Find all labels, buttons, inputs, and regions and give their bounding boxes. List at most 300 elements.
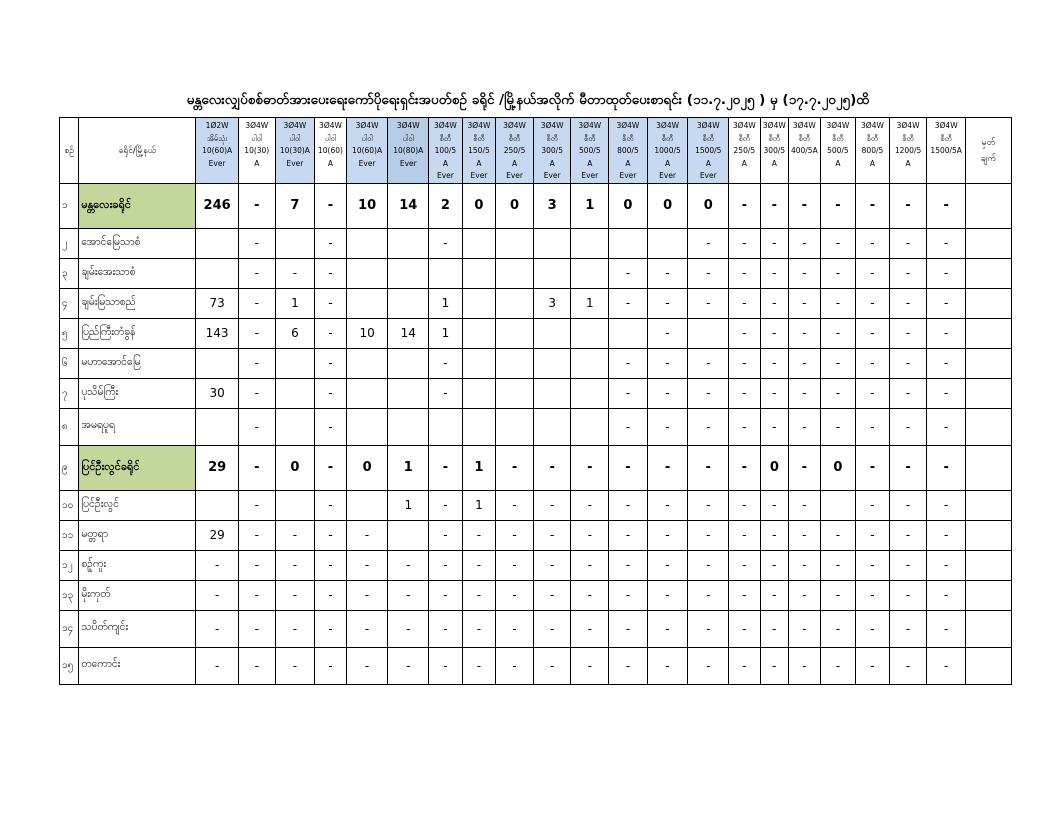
header-meter-line: 10(60) bbox=[318, 146, 343, 156]
meter-count-cell: - bbox=[429, 647, 463, 684]
header-meter-line: A bbox=[705, 158, 711, 168]
meter-count-cell: - bbox=[533, 445, 571, 490]
meter-count-cell: - bbox=[315, 408, 347, 445]
header-meter-line: စီတီ bbox=[622, 133, 634, 143]
meter-count-cell: - bbox=[571, 610, 609, 647]
township-name: စဉ့်ကူး bbox=[79, 550, 196, 580]
meter-count-cell bbox=[462, 318, 496, 348]
header-meter-line: 3Ø4W bbox=[503, 121, 526, 130]
meter-count-cell: - bbox=[820, 408, 856, 445]
header-meter-line: စီတီ bbox=[798, 133, 811, 143]
meter-count-cell: - bbox=[315, 318, 347, 348]
header-meter-line bbox=[388, 170, 428, 183]
meter-count-cell: - bbox=[238, 318, 275, 348]
township-name: မဟာအောင်မြေ bbox=[79, 348, 196, 378]
meter-count-cell: - bbox=[388, 610, 429, 647]
header-meter-line: 1000/5 bbox=[654, 146, 681, 156]
meter-count-cell: - bbox=[789, 348, 821, 378]
meter-count-cell: - bbox=[238, 258, 275, 288]
meter-count-cell: - bbox=[196, 610, 239, 647]
meter-count-cell: - bbox=[760, 183, 788, 228]
meter-count-cell: - bbox=[856, 490, 890, 520]
meter-count-cell: - bbox=[760, 348, 788, 378]
township-row bbox=[60, 550, 1012, 580]
meter-count-cell: - bbox=[688, 258, 729, 288]
meter-count-cell: - bbox=[760, 288, 788, 318]
meter-count-cell: - bbox=[609, 580, 648, 610]
meter-count-cell bbox=[533, 408, 571, 445]
header-meter-line: စီတီ bbox=[473, 133, 485, 143]
meter-count-cell: 29 bbox=[196, 445, 239, 490]
row-number: ၈ bbox=[60, 408, 79, 445]
meter-count-cell: - bbox=[760, 408, 788, 445]
meter-count-cell: - bbox=[315, 258, 347, 288]
meter-count-cell: - bbox=[346, 550, 388, 580]
meter-count-cell: - bbox=[856, 318, 890, 348]
meter-count-cell: - bbox=[647, 520, 688, 550]
meter-count-cell bbox=[196, 348, 239, 378]
remark-cell bbox=[966, 318, 1012, 348]
meter-count-cell: - bbox=[647, 348, 688, 378]
meter-count-cell: - bbox=[533, 520, 571, 550]
header-meter-line: Ever bbox=[208, 158, 226, 168]
meter-count-cell bbox=[388, 348, 429, 378]
header-meter-line bbox=[761, 170, 788, 183]
meter-count-cell: - bbox=[238, 490, 275, 520]
meter-count-cell: - bbox=[760, 647, 788, 684]
header-meter-line: စီတီ bbox=[661, 133, 674, 143]
header-meter-line: 3Ø4W bbox=[616, 121, 640, 130]
meter-count-cell: - bbox=[388, 580, 429, 610]
meter-count-cell bbox=[571, 348, 609, 378]
meter-count-cell: - bbox=[238, 228, 275, 258]
header-meter-line: စီတီ bbox=[832, 133, 844, 143]
header-meter-col bbox=[533, 118, 571, 184]
header-no: စဉ် bbox=[60, 118, 79, 184]
meter-count-cell: - bbox=[856, 288, 890, 318]
meter-count-cell: - bbox=[275, 580, 315, 610]
row-number: ၁၀ bbox=[60, 490, 79, 520]
meter-count-cell bbox=[388, 228, 429, 258]
header-meter-line: Ever bbox=[659, 171, 677, 181]
meter-count-cell: 143 bbox=[196, 318, 239, 348]
meter-count-cell: - bbox=[315, 378, 347, 408]
meter-count-cell: - bbox=[820, 318, 856, 348]
meter-count-cell: - bbox=[571, 580, 609, 610]
township-row bbox=[60, 318, 1012, 348]
header-meter-line: ပါဝါ bbox=[361, 133, 373, 143]
meter-count-cell: 10 bbox=[346, 318, 388, 348]
header-remark-line: မှတ် bbox=[981, 138, 996, 149]
meter-count-cell: - bbox=[688, 580, 729, 610]
header-meter-col bbox=[571, 118, 609, 184]
meter-count-cell: - bbox=[760, 258, 788, 288]
header-meter-col bbox=[275, 118, 315, 184]
meter-count-cell bbox=[496, 408, 534, 445]
meter-count-cell: - bbox=[647, 550, 688, 580]
header-meter-line bbox=[239, 170, 275, 183]
meter-count-cell: - bbox=[429, 445, 463, 490]
meter-count-cell: - bbox=[820, 520, 856, 550]
meter-count-cell: - bbox=[889, 647, 927, 684]
meter-count-cell: - bbox=[856, 580, 890, 610]
header-meter-line: 3Ø4W bbox=[540, 121, 564, 130]
header-meter-line: စီတီ bbox=[584, 133, 596, 143]
meter-count-cell: - bbox=[789, 288, 821, 318]
header-meter-line: A bbox=[587, 158, 593, 168]
meter-count-cell: 0 bbox=[609, 183, 648, 228]
meter-count-cell: - bbox=[238, 408, 275, 445]
header-meter-line: 1Ø2W bbox=[205, 121, 229, 130]
meter-count-cell: - bbox=[496, 490, 534, 520]
header-meter-line bbox=[890, 170, 927, 183]
header-meter-line: A bbox=[665, 158, 671, 168]
meter-count-cell: 73 bbox=[196, 288, 239, 318]
header-remark-line: ချက် bbox=[980, 154, 997, 165]
header-meter-line: စီတီ bbox=[702, 133, 715, 143]
township-row bbox=[60, 228, 1012, 258]
header-meter-line: 3Ø4W bbox=[861, 121, 884, 130]
meter-count-cell: - bbox=[889, 580, 927, 610]
header-meter-line: Ever bbox=[619, 171, 637, 181]
meter-count-cell: - bbox=[688, 348, 729, 378]
meter-count-cell: - bbox=[275, 258, 315, 288]
meter-count-cell: - bbox=[647, 378, 688, 408]
meter-count-cell bbox=[647, 228, 688, 258]
meter-count-cell: - bbox=[760, 580, 788, 610]
meter-count-cell: 0 bbox=[275, 445, 315, 490]
meter-count-cell: - bbox=[315, 550, 347, 580]
meter-count-cell bbox=[388, 258, 429, 288]
header-meter-line bbox=[927, 170, 965, 183]
meter-count-cell: 0 bbox=[496, 183, 534, 228]
header-meter-line: 3Ø4W bbox=[467, 121, 491, 130]
header-meter-line bbox=[729, 170, 760, 183]
meter-count-cell bbox=[462, 228, 496, 258]
meter-count-cell: - bbox=[647, 258, 688, 288]
township-name: မတ္တရာ bbox=[79, 520, 196, 550]
header-meter-line: 500/5 bbox=[827, 146, 849, 156]
meter-count-cell bbox=[496, 378, 534, 408]
meter-count-cell: - bbox=[789, 378, 821, 408]
meter-count-cell: - bbox=[688, 550, 729, 580]
header-meter-line: Ever bbox=[581, 171, 599, 181]
meter-count-cell: - bbox=[927, 228, 966, 258]
header-meter-col bbox=[820, 118, 856, 184]
row-number: ၁၁ bbox=[60, 520, 79, 550]
header-meter-line: 3Ø4W bbox=[396, 121, 420, 130]
header-meter-line: 250/5 bbox=[503, 146, 526, 156]
row-number: ၁၂ bbox=[60, 550, 79, 580]
meter-count-cell: - bbox=[729, 647, 761, 684]
meter-count-cell bbox=[196, 258, 239, 288]
meter-count-cell: - bbox=[856, 647, 890, 684]
header-meter-line bbox=[315, 170, 346, 183]
meter-count-cell: - bbox=[238, 445, 275, 490]
meter-count-cell: 0 bbox=[760, 445, 788, 490]
meter-count-cell: - bbox=[820, 580, 856, 610]
meter-count-cell bbox=[462, 378, 496, 408]
meter-count-cell: - bbox=[789, 318, 821, 348]
header-meter-line: စီတီ bbox=[940, 133, 952, 143]
meter-count-cell: - bbox=[820, 550, 856, 580]
header-meter-line: 10(30) bbox=[244, 146, 270, 156]
meter-count-cell: - bbox=[760, 550, 788, 580]
meter-count-cell: - bbox=[927, 520, 966, 550]
header-meter-line: 10(80)A bbox=[393, 146, 424, 156]
district-row bbox=[60, 445, 1012, 490]
header-meter-col bbox=[388, 118, 429, 184]
meter-count-cell: - bbox=[688, 408, 729, 445]
meter-count-cell: - bbox=[647, 610, 688, 647]
meter-count-cell: - bbox=[609, 550, 648, 580]
remark-cell bbox=[966, 490, 1012, 520]
meter-count-cell: 30 bbox=[196, 378, 239, 408]
township-row bbox=[60, 610, 1012, 647]
meter-count-cell: 29 bbox=[196, 520, 239, 550]
remark-cell bbox=[966, 258, 1012, 288]
meter-count-cell bbox=[533, 228, 571, 258]
meter-count-cell: - bbox=[647, 647, 688, 684]
meter-count-cell: - bbox=[729, 318, 761, 348]
header-meter-line: 3Ø4W bbox=[696, 121, 720, 130]
meter-count-cell: 1 bbox=[462, 490, 496, 520]
meter-count-cell bbox=[388, 520, 429, 550]
meter-count-cell: - bbox=[927, 647, 966, 684]
row-number: ၁၃ bbox=[60, 580, 79, 610]
header-meter-line: Ever bbox=[506, 171, 523, 181]
meter-count-cell: 0 bbox=[346, 445, 388, 490]
remark-cell bbox=[966, 580, 1012, 610]
header-meter-line: 10(60)A bbox=[352, 146, 383, 156]
township-name: အောင်မြေသာစံ bbox=[79, 228, 196, 258]
meter-count-cell: - bbox=[647, 490, 688, 520]
meter-count-cell: - bbox=[820, 288, 856, 318]
meter-count-cell: 6 bbox=[275, 318, 315, 348]
meter-count-cell bbox=[496, 228, 534, 258]
meter-count-cell: - bbox=[315, 580, 347, 610]
header-meter-col bbox=[609, 118, 648, 184]
meter-count-cell: - bbox=[789, 520, 821, 550]
meter-count-cell: 1 bbox=[275, 288, 315, 318]
township-name: အမရပူရ bbox=[79, 408, 196, 445]
header-meter-line: 1500/5 bbox=[695, 146, 722, 156]
meter-count-cell: - bbox=[889, 318, 927, 348]
meter-count-cell: - bbox=[688, 228, 729, 258]
meter-count-cell: - bbox=[462, 550, 496, 580]
township-name: မိုးကုတ် bbox=[79, 580, 196, 610]
header-meter-col bbox=[789, 118, 821, 184]
meter-count-cell: - bbox=[856, 258, 890, 288]
meter-count-cell bbox=[275, 408, 315, 445]
meter-count-cell: - bbox=[760, 318, 788, 348]
row-number: ၁၅ bbox=[60, 647, 79, 684]
meter-count-cell: 1 bbox=[388, 490, 429, 520]
meter-count-cell: - bbox=[238, 520, 275, 550]
remark-cell bbox=[966, 520, 1012, 550]
township-row bbox=[60, 378, 1012, 408]
meter-count-cell: - bbox=[429, 580, 463, 610]
meter-count-cell bbox=[609, 318, 648, 348]
district-row bbox=[60, 183, 1012, 228]
meter-count-cell: - bbox=[729, 520, 761, 550]
meter-count-cell bbox=[571, 318, 609, 348]
meter-count-cell: 10 bbox=[346, 183, 388, 228]
meter-count-cell: - bbox=[729, 408, 761, 445]
meter-count-cell bbox=[346, 378, 388, 408]
meter-count-cell: - bbox=[315, 520, 347, 550]
meter-count-cell: - bbox=[927, 445, 966, 490]
meter-count-cell: - bbox=[609, 520, 648, 550]
meter-count-cell: - bbox=[856, 183, 890, 228]
township-name: တကောင်း bbox=[79, 647, 196, 684]
meter-count-cell: - bbox=[462, 580, 496, 610]
header-meter-line: 3Ø4W bbox=[762, 121, 786, 130]
meter-count-cell: - bbox=[927, 580, 966, 610]
meter-count-cell: - bbox=[647, 408, 688, 445]
meter-count-cell: - bbox=[346, 520, 388, 550]
header-meter-line: A bbox=[476, 158, 482, 168]
meter-count-cell: 14 bbox=[388, 183, 429, 228]
meter-count-cell: - bbox=[609, 378, 648, 408]
header-meter-line: 3Ø4W bbox=[732, 121, 756, 130]
meter-count-cell: - bbox=[275, 610, 315, 647]
meter-count-cell: - bbox=[346, 580, 388, 610]
header-meter-line bbox=[927, 158, 965, 171]
meter-count-cell: - bbox=[856, 228, 890, 258]
meter-count-cell: - bbox=[388, 550, 429, 580]
meter-count-cell: - bbox=[496, 520, 534, 550]
meter-count-cell: - bbox=[927, 610, 966, 647]
meter-count-cell bbox=[388, 288, 429, 318]
meter-count-cell: - bbox=[275, 647, 315, 684]
header-meter-line: 300/5 bbox=[541, 146, 563, 156]
meter-count-cell: 246 bbox=[196, 183, 239, 228]
meter-count-cell: - bbox=[856, 550, 890, 580]
meter-count-cell: 2 bbox=[429, 183, 463, 228]
row-number: ၁ bbox=[60, 183, 79, 228]
meter-count-cell bbox=[346, 228, 388, 258]
meter-count-cell: - bbox=[688, 647, 729, 684]
meter-count-cell bbox=[275, 348, 315, 378]
meter-count-cell: - bbox=[346, 647, 388, 684]
header-meter-line: 400/5A bbox=[790, 146, 818, 156]
row-number: ၆ bbox=[60, 348, 79, 378]
header-meter-line: A bbox=[869, 158, 876, 168]
meter-count-cell: - bbox=[533, 647, 571, 684]
township-name: ပြင်ဦးလွင် bbox=[79, 490, 196, 520]
meter-count-cell: - bbox=[729, 445, 761, 490]
meter-count-cell: - bbox=[856, 348, 890, 378]
header-meter-col bbox=[760, 118, 788, 184]
meter-count-cell: - bbox=[571, 490, 609, 520]
header-meter-line: 800/5 bbox=[617, 146, 639, 156]
header-meter-line: 3Ø4W bbox=[283, 121, 307, 130]
remark-cell bbox=[966, 378, 1012, 408]
meter-count-cell: - bbox=[688, 520, 729, 550]
township-row bbox=[60, 258, 1012, 288]
header-meter-line: A bbox=[549, 158, 555, 168]
meter-count-cell: - bbox=[856, 520, 890, 550]
meter-count-cell: - bbox=[609, 490, 648, 520]
meter-count-cell: - bbox=[927, 318, 966, 348]
meter-count-cell: - bbox=[729, 183, 761, 228]
meter-count-cell: - bbox=[647, 318, 688, 348]
meter-count-cell: - bbox=[889, 490, 927, 520]
meter-count-cell: - bbox=[571, 445, 609, 490]
header-meter-line bbox=[821, 170, 856, 183]
meter-count-cell: - bbox=[729, 288, 761, 318]
row-number: ၅ bbox=[60, 318, 79, 348]
meter-count-cell: 14 bbox=[388, 318, 429, 348]
meter-count-cell: - bbox=[462, 520, 496, 550]
meter-count-cell: - bbox=[275, 550, 315, 580]
header-meter-line: 3Ø4W bbox=[355, 121, 379, 130]
meter-count-cell: - bbox=[609, 445, 648, 490]
meter-count-cell bbox=[429, 408, 463, 445]
remark-cell bbox=[966, 550, 1012, 580]
meter-count-cell bbox=[533, 318, 571, 348]
header-meter-line: Ever bbox=[358, 158, 376, 168]
meter-count-cell: - bbox=[789, 490, 821, 520]
meter-count-cell: - bbox=[315, 490, 347, 520]
meter-count-cell bbox=[462, 348, 496, 378]
remark-cell bbox=[966, 445, 1012, 490]
meter-count-cell bbox=[388, 378, 429, 408]
header-meter-line: စီတီ bbox=[439, 133, 452, 143]
meter-count-cell bbox=[571, 228, 609, 258]
meter-count-cell: - bbox=[315, 228, 347, 258]
meter-count-cell: - bbox=[729, 490, 761, 520]
header-meter-col bbox=[496, 118, 534, 184]
header-meter-line: Ever bbox=[436, 171, 454, 181]
meter-count-cell: - bbox=[760, 610, 788, 647]
meter-count-cell: - bbox=[729, 610, 761, 647]
meter-count-cell: - bbox=[789, 258, 821, 288]
meter-count-cell: - bbox=[346, 610, 388, 647]
township-row bbox=[60, 520, 1012, 550]
header-meter-line: Ever bbox=[399, 158, 417, 168]
township-name: ပြည်ကြီးတံခွန် bbox=[79, 318, 196, 348]
header-meter-line: A bbox=[771, 158, 777, 168]
meter-count-cell bbox=[571, 258, 609, 288]
header-meter-line: ပါဝါ bbox=[289, 133, 301, 143]
header-meter-line: 3Ø4W bbox=[826, 121, 850, 130]
meter-count-cell: - bbox=[429, 378, 463, 408]
table-header-row bbox=[60, 118, 1012, 184]
meter-count-cell: 1 bbox=[571, 288, 609, 318]
meter-count-cell: 0 bbox=[462, 183, 496, 228]
meter-count-cell: - bbox=[429, 490, 463, 520]
meter-count-cell: - bbox=[315, 288, 347, 318]
header-meter-line bbox=[789, 170, 820, 183]
header-meter-col bbox=[346, 118, 388, 184]
meter-count-cell: - bbox=[688, 610, 729, 647]
township-row bbox=[60, 408, 1012, 445]
header-meter-col bbox=[856, 118, 890, 184]
meter-count-cell: - bbox=[315, 647, 347, 684]
row-number: ၇ bbox=[60, 378, 79, 408]
header-meter-line: 300/5 bbox=[763, 146, 786, 156]
meter-count-cell: - bbox=[571, 550, 609, 580]
meter-count-cell: - bbox=[315, 183, 347, 228]
meter-count-cell: - bbox=[238, 378, 275, 408]
header-meter-line bbox=[789, 158, 820, 171]
meter-count-cell bbox=[462, 288, 496, 318]
meter-count-cell: 0 bbox=[688, 183, 729, 228]
header-meter-line bbox=[347, 170, 388, 183]
meter-count-cell bbox=[462, 258, 496, 288]
